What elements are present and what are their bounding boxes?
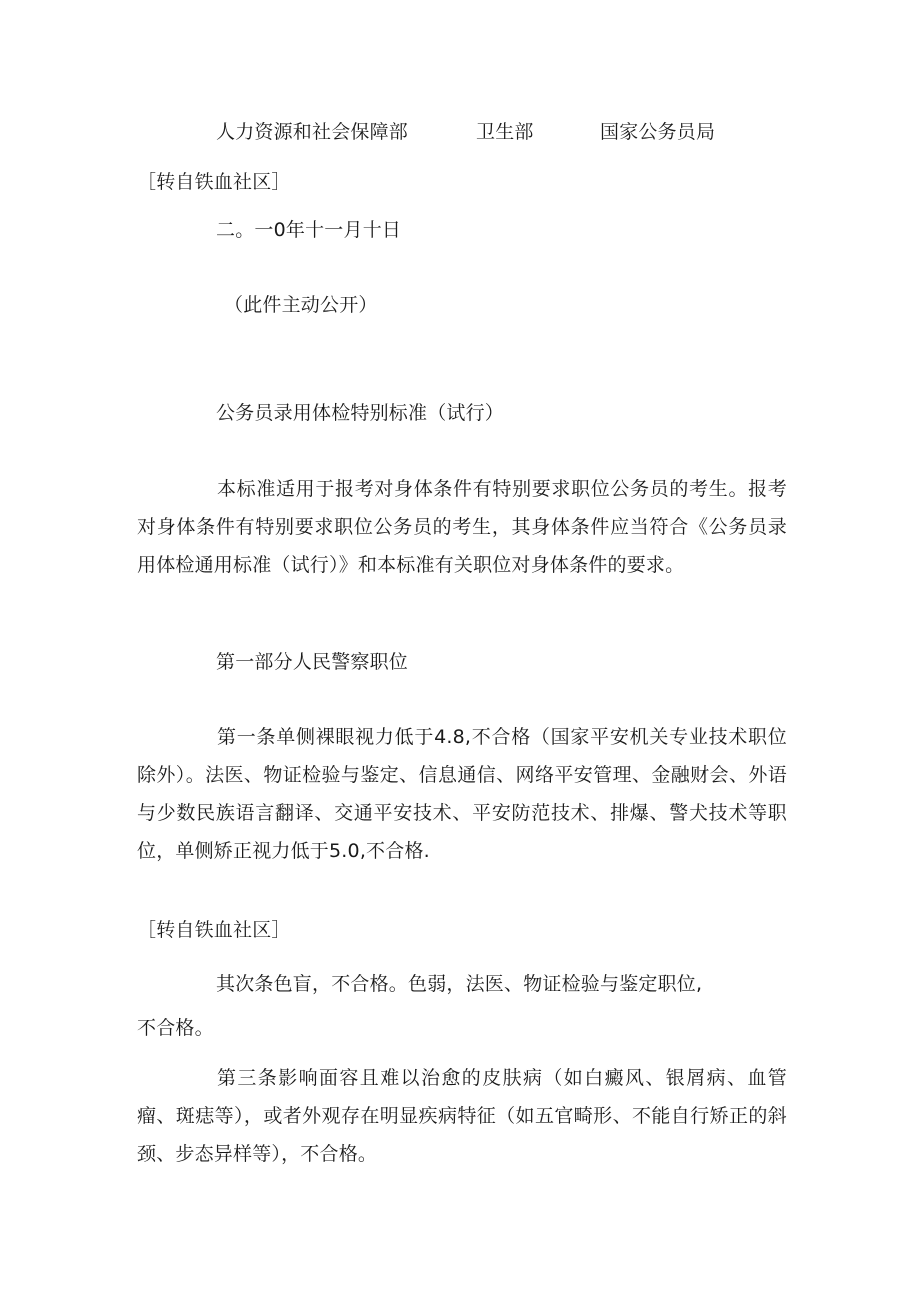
- article-2-line-1: 其次条色盲，不合格。色弱，法医、物证检验与鉴定职位,: [216, 973, 703, 995]
- part-heading: 第一部分人民警察职位: [216, 651, 409, 673]
- source-note: ［转自铁血社区］: [137, 171, 291, 193]
- intro-paragraph: 本标准适用于报考对身体条件有特别要求职位公务员的考生。报考对身体条件有特别要求职位公务员的考生，其身体条件应当符合《公务员录用体检通用标准（试行）》和本标准有关职位对身体条件的要求。: [137, 478, 787, 576]
- issue-date: 二。一0年十一月十日: [216, 219, 402, 241]
- document-title: 公务员录用体检特别标准（试行）: [216, 402, 505, 424]
- article-2-line-2: 不合格。: [137, 1017, 214, 1039]
- ministry-health: 卫生部: [476, 121, 534, 143]
- article-1: 第一条单侧裸眼视力低于4.8,不合格（国家平安机关专业技术职位除外）。法医、物证检验与鉴定、信息通信、网络平安管理、金融财会、外语与少数民族语言翻译、交通平安技术、平安防范技术、排爆、警犬技术等职位，单侧矫正视力低于5.0,不合格.: [137, 726, 787, 862]
- ministry-hrss: 人力资源和社会保障部: [216, 121, 409, 143]
- source-note: ［转自铁血社区］: [137, 919, 291, 941]
- ministry-civil-service: 国家公务员局: [600, 121, 716, 143]
- public-note: （此件主动公开）: [224, 294, 378, 316]
- article-3: 第三条影响面容且难以治愈的皮肤病（如白癜风、银屑病、血管瘤、斑痣等），或者外观存在明显疾病特征（如五官畸形、不能自行矫正的斜颈、步态异样等），不合格。: [137, 1067, 787, 1165]
